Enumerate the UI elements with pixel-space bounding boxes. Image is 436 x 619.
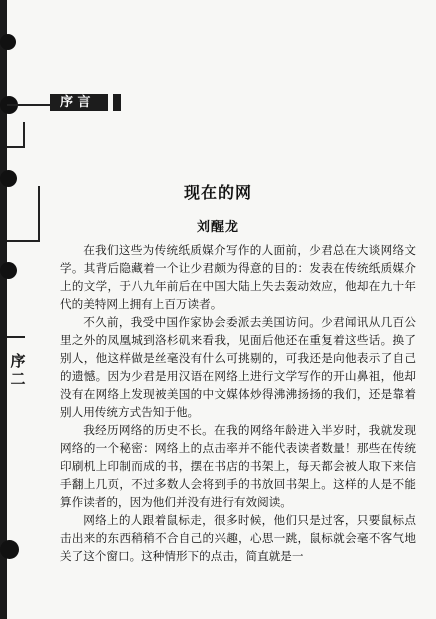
binding-hole-4: [0, 262, 17, 279]
section-tab-notch: [113, 94, 121, 111]
paragraph: 我经历网络的历史不长。在我的网络年龄进入半岁时，我就发现网络的一个秘密：网络上的点击率并不能代表读者数量！那些在传统印刷机上印制而成的书，摆在书店的书架上，每天都会被人取下来信手翻上几页，不过多数人会将到手的书放回书架上。这样的人是不能算作读者的，因为他们并没有进行有效阅读。: [60, 423, 416, 509]
article-title: 现在的网: [183, 183, 252, 202]
binding-hole-5: [0, 540, 19, 559]
binding-edge: [0, 0, 7, 619]
article-body: [60, 241, 416, 565]
margin-rule: [7, 336, 25, 338]
paragraph: 不久前，我受中国作家协会委派去美国访问。少君闻讯从几百公里之外的凤凰城到洛杉矶来看我，见面后他还在重复着这些话。换了别人，他这样做是丝毫没有什么可挑剔的，可我还是向他表示了自己的遗憾。因为少君是用汉语在网络上进行文学写作的开山鼻祖，他却没有在网络上发现被美国的中文媒体炒得沸沸扬扬的我们，还是靠着别人用传统方式告知于他。: [60, 315, 416, 419]
binding-hole-1: [0, 34, 16, 50]
side-label-1: 序: [10, 352, 26, 370]
margin-rule: [7, 146, 23, 148]
section-label: 序 言: [60, 95, 91, 110]
side-chapter-label: [9, 352, 27, 388]
margin-rule: [7, 104, 51, 106]
paragraph: 在我们这些为传统纸质媒介写作的人面前，少君总在大谈网络文学。其背后隐藏着一个让少君颇为得意的目的：发表在传统纸质媒介上的文学，于八九年前后在中国大陆上失去轰动效应，他却在九十年代的美特网上拥有上百万读者。: [60, 243, 416, 311]
section-header-tab: [50, 94, 108, 111]
margin-rule: [7, 240, 39, 242]
paragraph: 网络上的人跟着鼠标走，很多时候，他们只是过客，只要鼠标点击出来的东西稍稍不合自己的兴趣，心思一跳，鼠标就会毫不客气地关了这个窗口。这种情形下的点击，简直就是一: [60, 513, 416, 563]
article-author: 刘醒龙: [196, 220, 239, 235]
margin-rule: [23, 122, 25, 148]
side-label-2: 二: [10, 370, 26, 388]
